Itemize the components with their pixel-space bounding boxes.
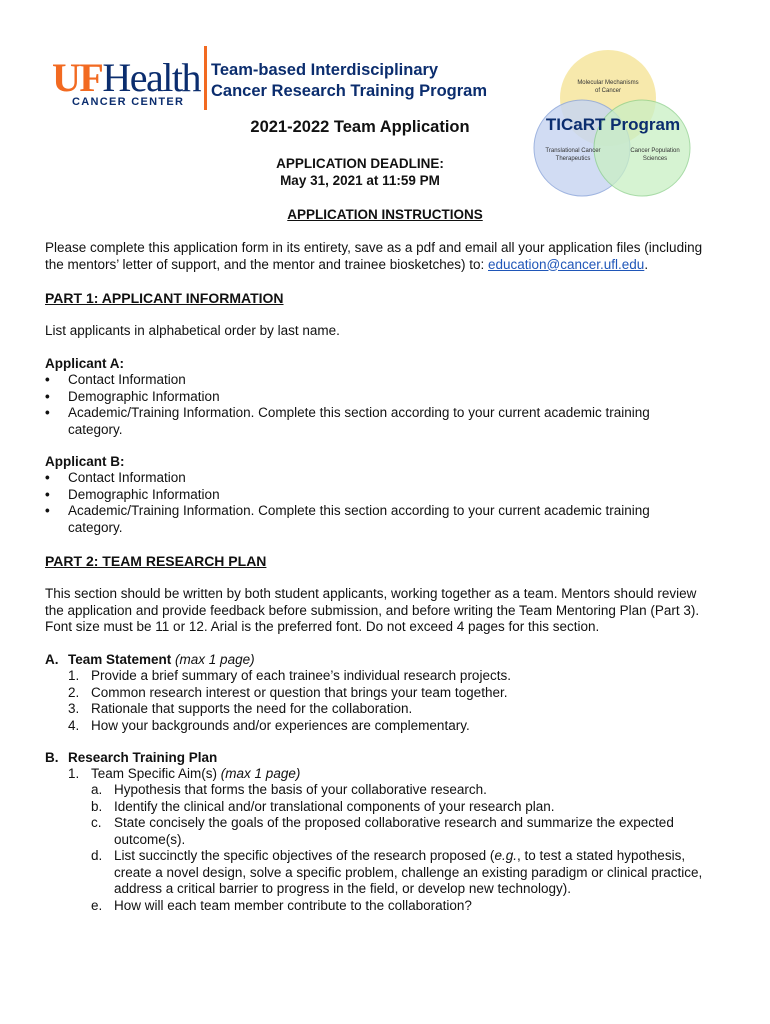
list-item: 2. Common research interest or question that brings your team together.: [68, 684, 508, 700]
section-a-heading: A. Team Statement (max 1 page): [45, 652, 255, 667]
applicant-b-label: Applicant B:: [45, 454, 125, 469]
application-title: 2021-2022 Team Application: [250, 118, 470, 136]
venn-program-label: TICaRT Program: [545, 115, 681, 134]
list-item: a. Hypothesis that forms the basis of your collaborative research.: [91, 782, 487, 797]
logo-subtitle: CANCER CENTER: [72, 96, 185, 108]
list-item: b. Identify the clinical and/or translational components of your research plan.: [91, 798, 555, 814]
list-item: 1. Provide a brief summary of each trainee’s individual research projects.: [68, 668, 511, 683]
applicant-a-label: Applicant A:: [45, 356, 124, 371]
list-item: e. How will each team member contribute to the collaboration?: [91, 897, 472, 913]
list-item: 3. Rationale that supports the need for the collaboration.: [68, 701, 413, 716]
list-item: • Contact Information: [45, 372, 685, 389]
venn-left-label-2: Therapeutics: [555, 156, 591, 162]
email-link[interactable]: education@cancer.ufl.edu: [488, 256, 645, 272]
venn-left-label-1: Translational Cancer: [545, 148, 601, 154]
list-item: • Demographic Information: [45, 389, 685, 406]
applicant-b-list: [45, 470, 685, 536]
list-item: • Academic/Training Information. Complete this section according to your current academic training category.: [45, 405, 685, 438]
instructions-paragraph: Please complete this application form in its entirety, save as a pdf and email all your application files (including the mentors’ letter of support, and the mentor and trainee biosketches) to: education@cancer.ufl.edu.: [45, 240, 703, 272]
logo-divider: [204, 46, 207, 110]
list-item: • Contact Information: [45, 470, 685, 487]
section-a-list: [68, 668, 708, 734]
list-item: 1. Team Specific Aim(s) (max 1 page): [68, 766, 301, 781]
part2-heading: PART 2: TEAM RESEARCH PLAN: [45, 553, 267, 569]
venn-right-label-2: Sciences: [642, 156, 668, 162]
list-item: c. State concisely the goals of the proposed collaborative research and summarize the expected outcome(s).: [91, 815, 674, 847]
part1-heading: PART 1: APPLICANT INFORMATION: [45, 290, 284, 306]
program-title: Team-based Interdisciplinary Cancer Research Training Program: [211, 61, 488, 100]
list-item: 4. How your backgrounds and/or experiences are complementary.: [68, 717, 470, 733]
section-b-list: [68, 766, 718, 783]
section-b-heading: B. Research Training Plan: [45, 750, 218, 765]
venn-top-label-2: of Cancer: [594, 88, 622, 94]
application-deadline: APPLICATION DEADLINE: May 31, 2021 at 11:59 PM: [276, 156, 444, 188]
part1-intro: List applicants in alphabetical order by last name.: [45, 323, 340, 338]
list-item: • Demographic Information: [45, 487, 685, 504]
aim-sublist: [91, 782, 731, 914]
instructions-heading: APPLICATION INSTRUCTIONS: [287, 207, 483, 222]
applicant-a-list: [45, 372, 685, 438]
uf-health-logo: UFHealth: [52, 55, 200, 100]
venn-right-label-1: Cancer Population: [630, 148, 680, 154]
list-item: • Academic/Training Information. Complete this section according to your current academic training category.: [45, 503, 685, 536]
list-item: d. List succinctly the specific objectives of the research proposed (e.g., to test a stated hypothesis, create a novel design, solve a specific problem, challenge an existing paradigm or clinical practice, address a critical barrier to progress in the field, or develop new technology).: [91, 848, 703, 896]
part2-intro: This section should be written by both student applicants, working together as a team. Mentors should review the application and provide feedback before submission, and before writing the Team Mentoring Plan (Part 3). Font size must be 11 or 12. Arial is the preferred font. Do not exceed 4 pages for this section.: [45, 586, 700, 634]
venn-top-label-1: Molecular Mechanisms: [577, 80, 639, 86]
